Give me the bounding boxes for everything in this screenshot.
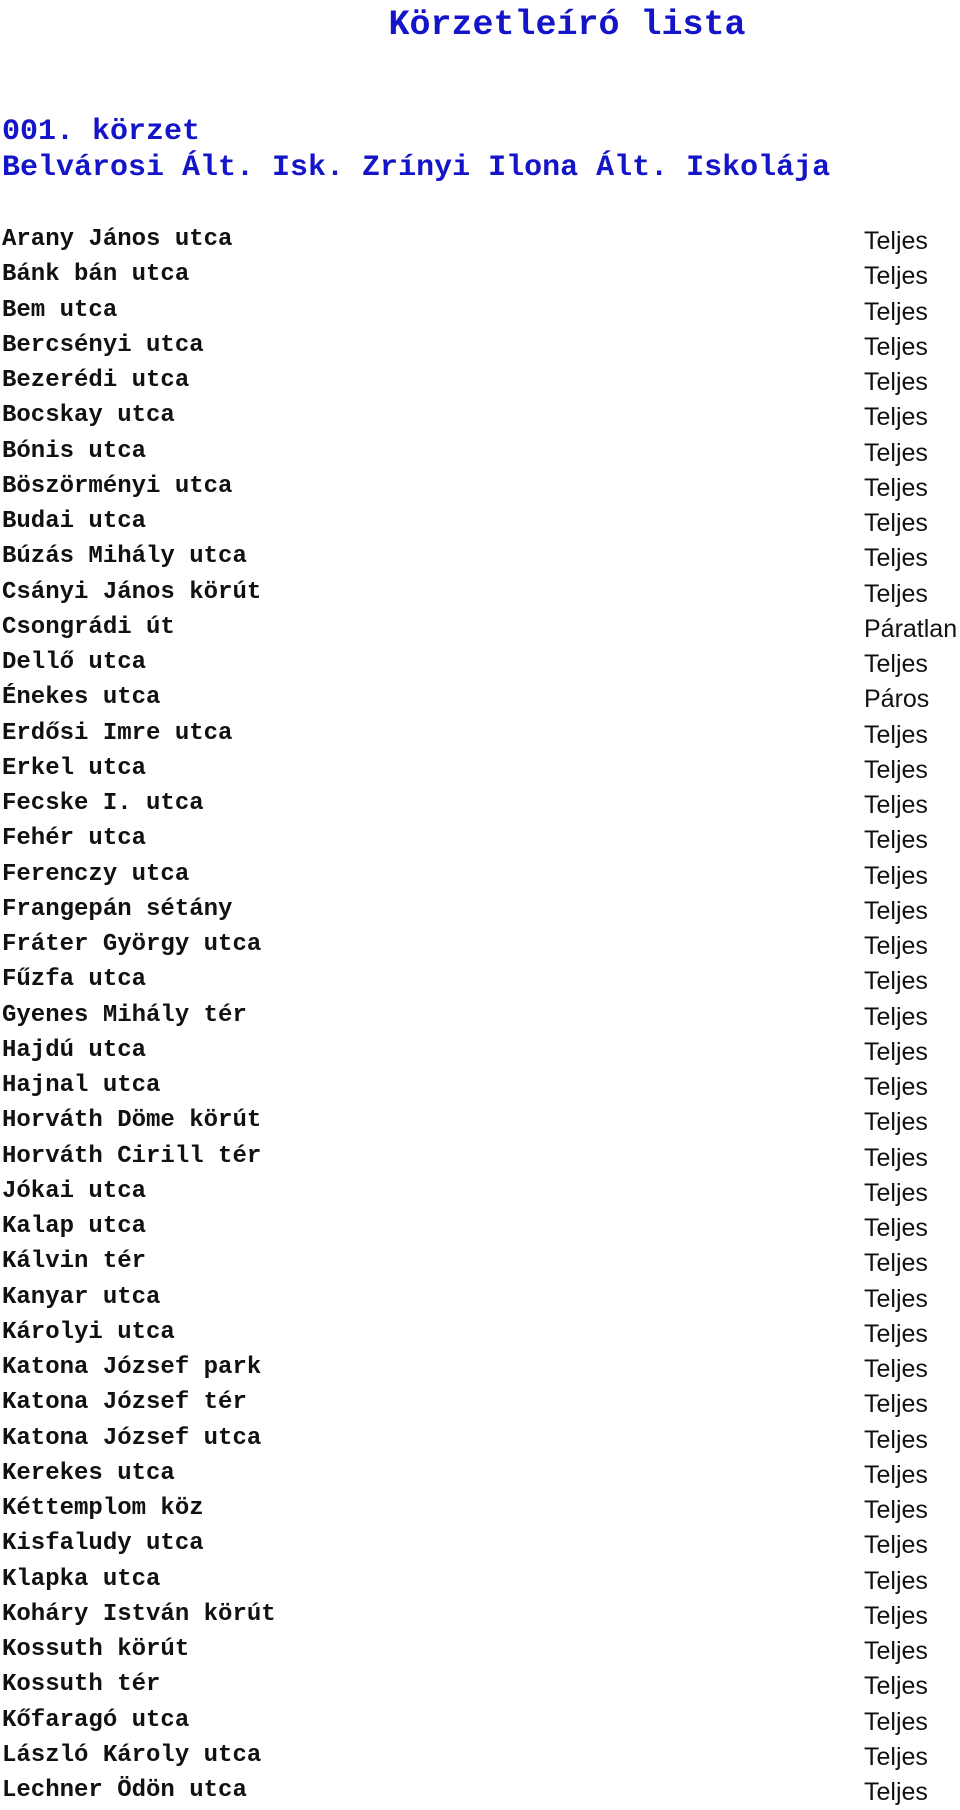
page-title: Körzetleíró lista bbox=[388, 5, 746, 45]
street-row bbox=[0, 1456, 960, 1491]
street-name: László Károly utca bbox=[2, 1741, 262, 1769]
street-name: Katona József tér bbox=[2, 1389, 247, 1417]
street-name: Búzás Mihály utca bbox=[2, 543, 247, 571]
street-row bbox=[0, 1562, 960, 1597]
street-scope: Teljes bbox=[864, 1143, 928, 1172]
district-school-name: Belvárosi Ált. Isk. Zrínyi Ilona Ált. Iskolája bbox=[2, 151, 831, 185]
street-name: Fehér utca bbox=[2, 825, 147, 853]
street-name: Katona József park bbox=[2, 1354, 262, 1381]
street-row bbox=[0, 1773, 960, 1808]
street-name: Fecske I. utca bbox=[2, 790, 204, 817]
street-row bbox=[0, 1385, 960, 1420]
street-row bbox=[0, 892, 960, 927]
street-row bbox=[0, 1315, 960, 1350]
street-row bbox=[0, 1350, 960, 1385]
street-scope: Teljes bbox=[864, 1460, 928, 1489]
street-name: Böszörményi utca bbox=[2, 472, 233, 500]
street-scope: Teljes bbox=[864, 967, 928, 996]
street-scope: Teljes bbox=[864, 932, 928, 960]
street-row bbox=[0, 645, 960, 680]
street-name: Jókai utca bbox=[2, 1177, 147, 1205]
street-row bbox=[0, 1244, 960, 1279]
street-scope: Teljes bbox=[864, 1319, 928, 1348]
street-row bbox=[0, 821, 960, 856]
street-row bbox=[0, 1280, 960, 1315]
street-name: Horváth Cirill tér bbox=[2, 1142, 262, 1170]
street-scope: Teljes bbox=[864, 1002, 928, 1031]
street-scope: Teljes bbox=[864, 1073, 928, 1101]
street-list bbox=[0, 222, 960, 1808]
street-scope: Teljes bbox=[864, 332, 928, 361]
street-name: Énekes utca bbox=[2, 684, 161, 712]
street-scope: Teljes bbox=[864, 1425, 928, 1454]
street-scope: Teljes bbox=[864, 826, 928, 855]
street-name: Bónis utca bbox=[2, 437, 147, 465]
street-scope: Páratlan bbox=[864, 614, 958, 643]
street-row bbox=[0, 1597, 960, 1632]
street-name: Kossuth tér bbox=[2, 1671, 161, 1699]
street-name: Kőfaragó utca bbox=[2, 1706, 190, 1734]
street-row bbox=[0, 1033, 960, 1068]
street-scope: Teljes bbox=[864, 1566, 928, 1595]
street-row bbox=[0, 398, 960, 433]
street-name: Kisfaludy utca bbox=[2, 1530, 204, 1558]
street-row bbox=[0, 504, 960, 539]
street-name: Frangepán sétány bbox=[2, 895, 233, 923]
street-name: Bem utca bbox=[2, 296, 118, 324]
street-name: Hajnal utca bbox=[2, 1072, 161, 1099]
street-name: Kalap utca bbox=[2, 1213, 147, 1240]
street-row bbox=[0, 1139, 960, 1174]
street-name: Lechner Ödön utca bbox=[2, 1777, 247, 1804]
street-row bbox=[0, 469, 960, 504]
street-scope: Teljes bbox=[864, 861, 928, 890]
street-name: Gyenes Mihály tér bbox=[2, 1001, 247, 1029]
street-scope: Teljes bbox=[864, 368, 928, 396]
street-name: Bocskay utca bbox=[2, 402, 175, 430]
street-name: Bercsényi utca bbox=[2, 331, 204, 359]
street-scope: Teljes bbox=[864, 791, 928, 819]
street-scope: Teljes bbox=[864, 1284, 928, 1313]
street-scope: Teljes bbox=[864, 1672, 928, 1701]
street-row bbox=[0, 1421, 960, 1456]
street-scope: Teljes bbox=[864, 579, 928, 608]
street-row bbox=[0, 1703, 960, 1738]
street-scope: Teljes bbox=[864, 1355, 928, 1383]
street-row bbox=[0, 1068, 960, 1103]
street-row bbox=[0, 716, 960, 751]
street-name: Kanyar utca bbox=[2, 1283, 161, 1311]
street-name: Erkel utca bbox=[2, 754, 147, 782]
street-scope: Páros bbox=[864, 685, 930, 714]
street-row bbox=[0, 1632, 960, 1667]
street-name: Kossuth körút bbox=[2, 1636, 190, 1663]
district-number: 001. körzet bbox=[2, 115, 201, 149]
street-name: Fráter György utca bbox=[2, 931, 262, 958]
street-scope: Teljes bbox=[864, 403, 928, 432]
street-row bbox=[0, 680, 960, 715]
street-row bbox=[0, 927, 960, 962]
street-scope: Teljes bbox=[864, 1178, 928, 1207]
street-name: Erdősi Imre utca bbox=[2, 719, 233, 747]
street-row bbox=[0, 786, 960, 821]
street-scope: Teljes bbox=[864, 1108, 928, 1137]
street-name: Károlyi utca bbox=[2, 1318, 175, 1346]
street-scope: Teljes bbox=[864, 1249, 928, 1278]
street-row bbox=[0, 1209, 960, 1244]
street-scope: Teljes bbox=[864, 1496, 928, 1524]
street-row bbox=[0, 293, 960, 328]
street-scope: Teljes bbox=[864, 1037, 928, 1066]
street-row bbox=[0, 1667, 960, 1702]
street-name: Bezerédi utca bbox=[2, 367, 190, 394]
street-scope: Teljes bbox=[864, 755, 928, 784]
street-name: Kerekes utca bbox=[2, 1459, 175, 1487]
street-scope: Teljes bbox=[864, 438, 928, 467]
street-row bbox=[0, 962, 960, 997]
street-row bbox=[0, 363, 960, 398]
street-name: Hajdú utca bbox=[2, 1036, 147, 1064]
street-name: Horváth Döme körút bbox=[2, 1107, 262, 1135]
street-row bbox=[0, 222, 960, 257]
street-scope: Teljes bbox=[864, 297, 928, 326]
street-row bbox=[0, 1174, 960, 1209]
street-row bbox=[0, 998, 960, 1033]
street-row bbox=[0, 257, 960, 292]
street-name: Kálvin tér bbox=[2, 1248, 147, 1276]
street-row bbox=[0, 610, 960, 645]
street-row bbox=[0, 575, 960, 610]
street-name: Budai utca bbox=[2, 508, 147, 535]
street-row bbox=[0, 1526, 960, 1561]
street-row bbox=[0, 539, 960, 574]
street-name: Klapka utca bbox=[2, 1565, 161, 1593]
street-row bbox=[0, 857, 960, 892]
street-scope: Teljes bbox=[864, 1601, 928, 1630]
street-name: Bánk bán utca bbox=[2, 261, 190, 289]
street-name: Katona József utca bbox=[2, 1424, 262, 1452]
street-scope: Teljes bbox=[864, 1742, 928, 1771]
street-row bbox=[0, 328, 960, 363]
street-scope: Teljes bbox=[864, 509, 928, 537]
street-row bbox=[0, 434, 960, 469]
street-scope: Teljes bbox=[864, 1214, 928, 1242]
street-scope: Teljes bbox=[864, 720, 928, 749]
street-row bbox=[0, 1491, 960, 1526]
street-scope: Teljes bbox=[864, 1531, 928, 1560]
street-scope: Teljes bbox=[864, 227, 928, 255]
street-name: Arany János utca bbox=[2, 226, 233, 253]
street-scope: Teljes bbox=[864, 650, 928, 678]
street-name: Fűzfa utca bbox=[2, 966, 147, 994]
street-name: Koháry István körút bbox=[2, 1600, 276, 1628]
street-scope: Teljes bbox=[864, 1778, 928, 1806]
street-name: Kéttemplom köz bbox=[2, 1495, 204, 1522]
street-name: Csongrádi út bbox=[2, 613, 175, 641]
street-row bbox=[0, 751, 960, 786]
street-name: Ferenczy utca bbox=[2, 860, 190, 888]
street-scope: Teljes bbox=[864, 262, 928, 291]
street-name: Csányi János körút bbox=[2, 578, 262, 606]
street-scope: Teljes bbox=[864, 896, 928, 925]
street-scope: Teljes bbox=[864, 1390, 928, 1419]
street-row bbox=[0, 1103, 960, 1138]
street-scope: Teljes bbox=[864, 1637, 928, 1665]
street-scope: Teljes bbox=[864, 544, 928, 573]
street-row bbox=[0, 1738, 960, 1773]
street-scope: Teljes bbox=[864, 1707, 928, 1736]
street-name: Dellő utca bbox=[2, 649, 147, 676]
street-scope: Teljes bbox=[864, 473, 928, 502]
